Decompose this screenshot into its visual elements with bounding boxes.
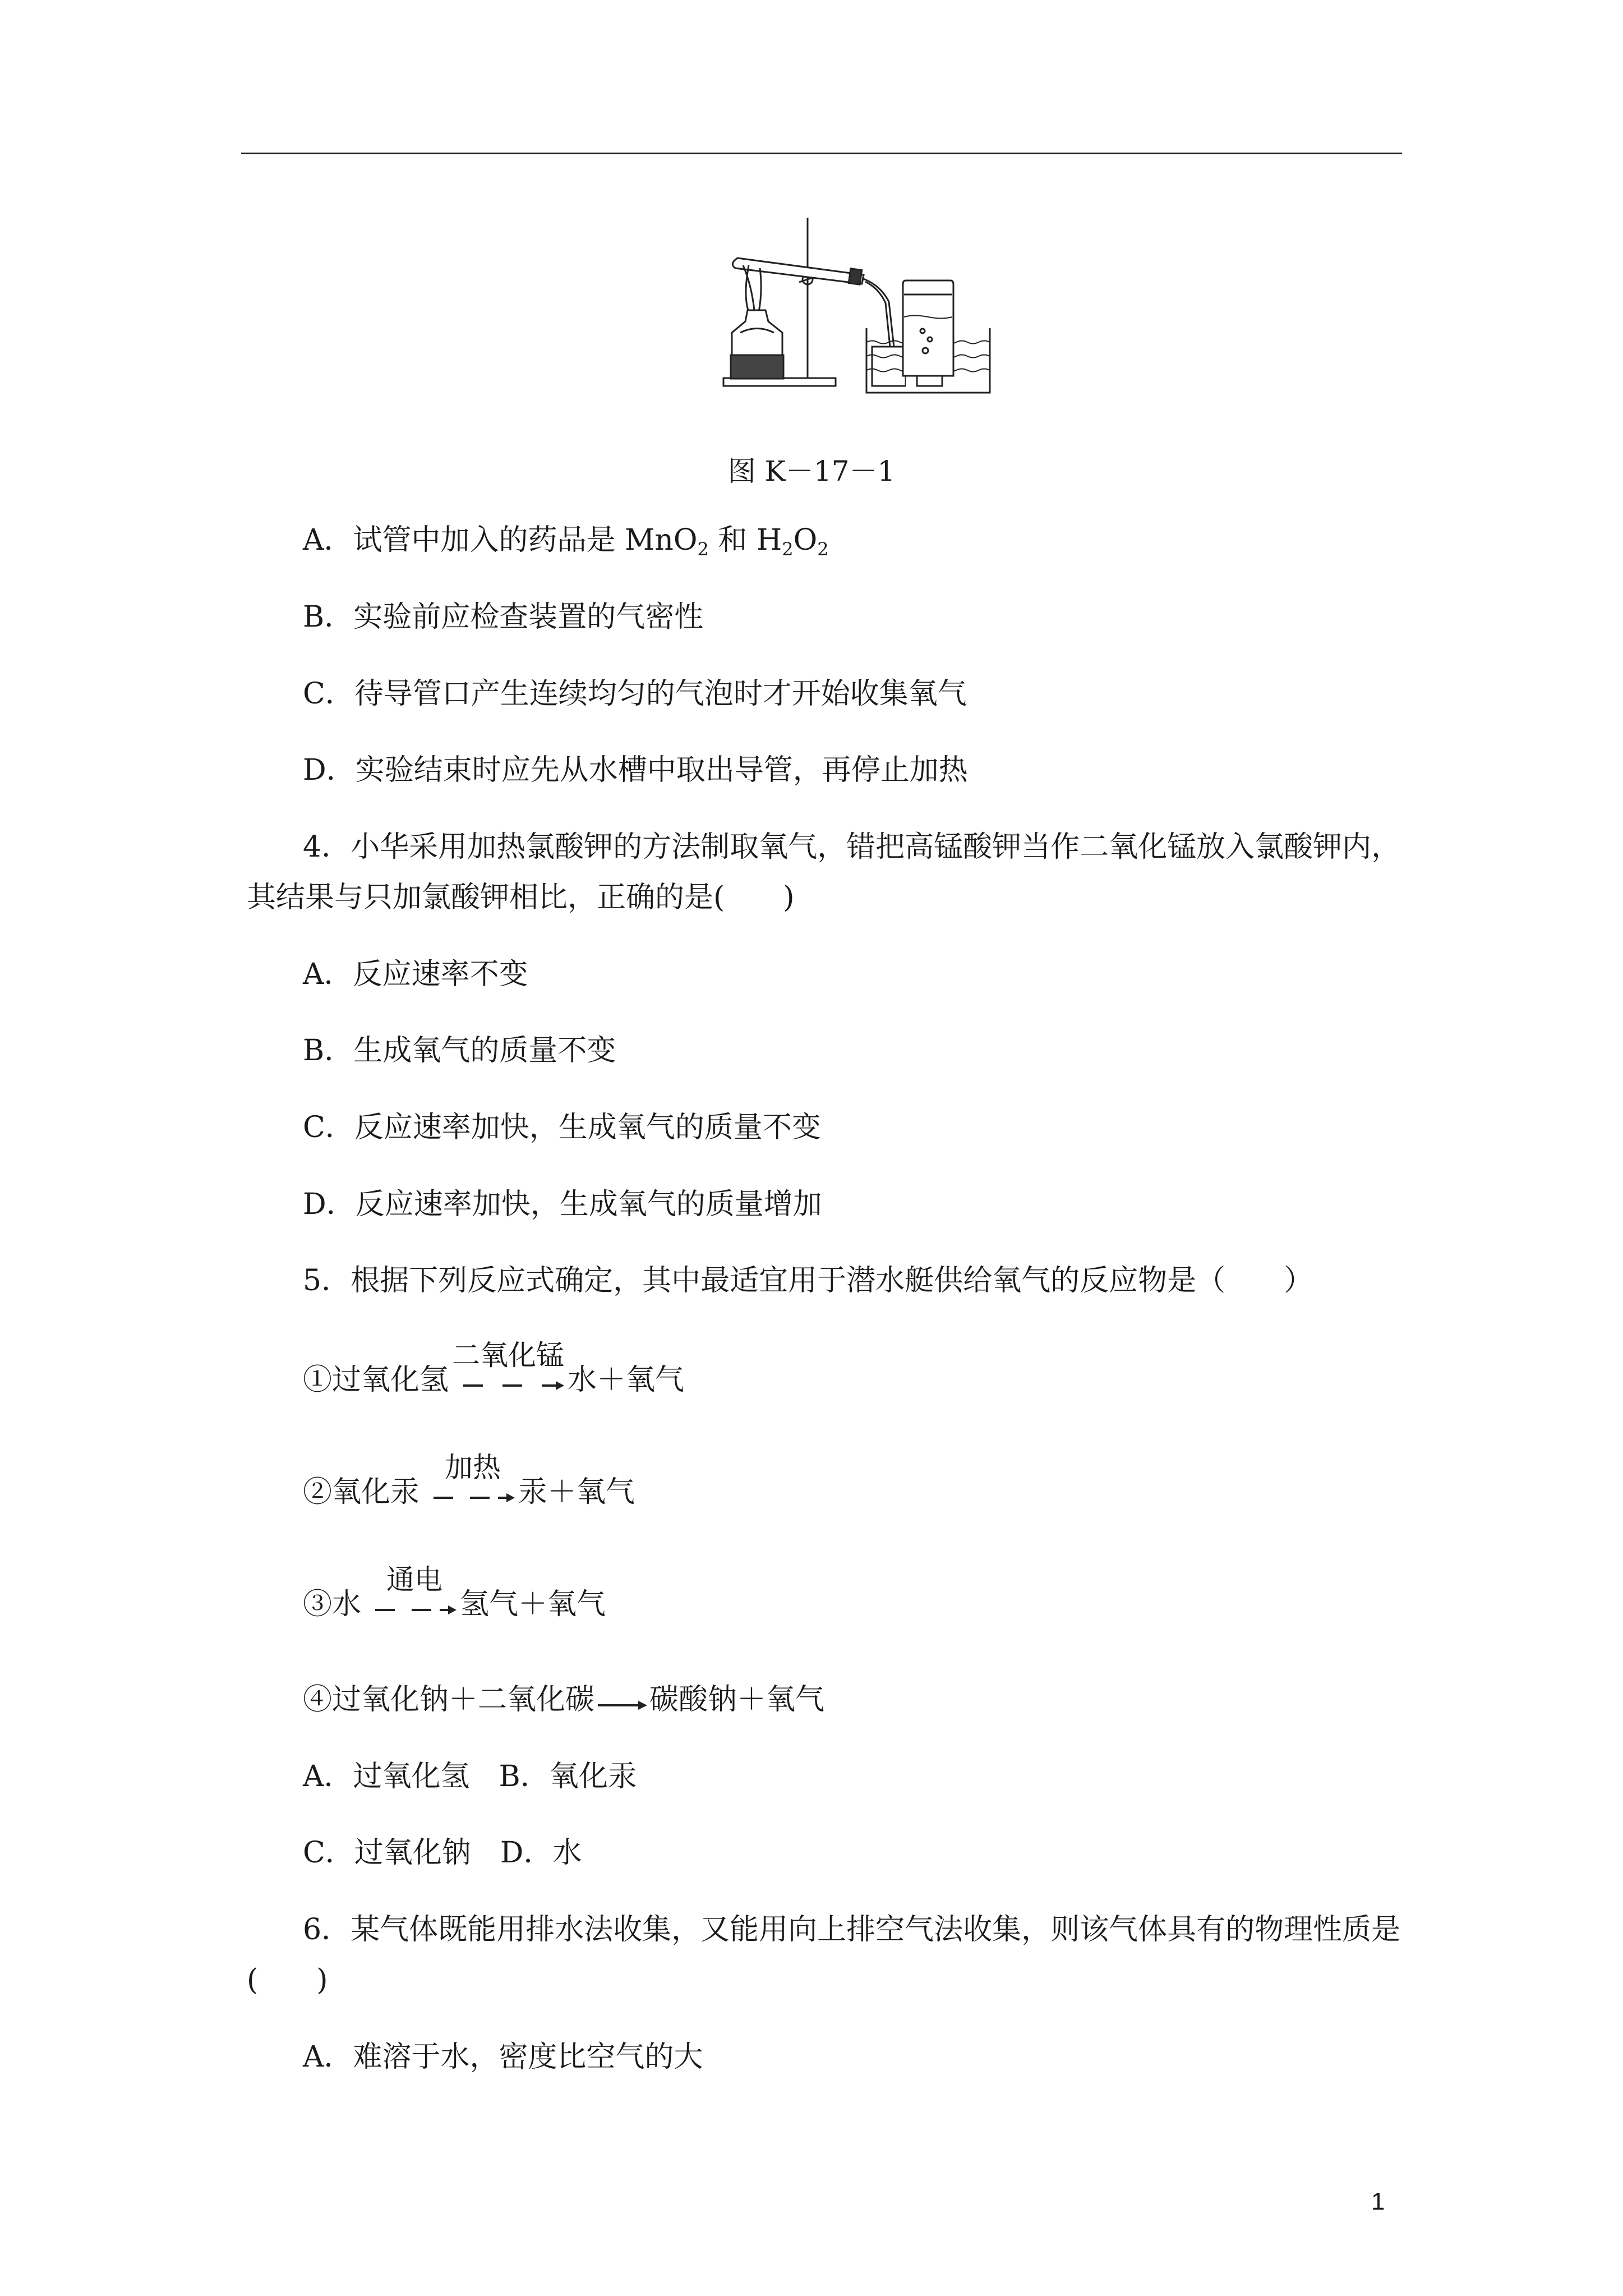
q3-option-a-text-mid: 和 H	[708, 523, 782, 557]
q3-option-d: D．实验结束时应先从水槽中取出导管，再停止加热	[303, 753, 968, 787]
subscript: 2	[817, 539, 829, 560]
q5-options-row2: C．过氧化钠 D．水	[303, 1836, 582, 1870]
subscript: 2	[697, 539, 709, 560]
reaction-arrow	[597, 1691, 647, 1719]
q4-option-b: B．生成氧气的质量不变	[303, 1034, 616, 1068]
q5-reaction-2	[303, 1451, 635, 1512]
q5-reaction-4	[303, 1680, 824, 1719]
reaction-condition: 二氧化锰	[452, 1339, 565, 1372]
q4-stem-line2: 其结果与只加氯酸钾相比，正确的是( )	[247, 881, 795, 914]
q6-stem-line2: ( )	[247, 1963, 328, 1997]
q4-option-c: C．反应速率加快，生成氧气的质量不变	[303, 1111, 821, 1144]
reaction-reactant: ①过氧化氢	[303, 1363, 449, 1397]
water-trough-figure	[864, 278, 993, 398]
q3-option-b: B．实验前应检查装置的气密性	[303, 600, 704, 634]
figure-caption: 图 K－17－1	[727, 455, 896, 487]
q6-stem-line1: 6．某气体既能用排水法收集，又能用向上排空气法收集，则该气体具有的物理性质是	[303, 1913, 1401, 1947]
q3-option-a-text: A．试管中加入的药品是 MnO	[303, 523, 698, 557]
reaction-arrow	[431, 1451, 515, 1512]
reaction-condition: 通电	[386, 1563, 443, 1596]
q4-option-d: D．反应速率加快，生成氧气的质量增加	[303, 1188, 822, 1221]
reaction-product: 水＋氧气	[568, 1363, 685, 1397]
reaction-arrow	[372, 1563, 457, 1624]
q5-stem: 5．根据下列反应式确定，其中最适宜用于潜水艇供给氧气的反应物是（ ）	[303, 1264, 1313, 1297]
q4-stem-line1: 4．小华采用加热氯酸钾的方法制取氧气，错把高锰酸钾当作二氧化锰放入氯酸钾内，	[303, 830, 1401, 864]
q3-option-a	[303, 521, 829, 569]
q3-option-a-text-o: O	[793, 523, 818, 557]
q5-reaction-1	[303, 1339, 685, 1400]
reaction-reactant: ②氧化汞	[303, 1475, 420, 1509]
reaction-product: 汞＋氧气	[518, 1475, 635, 1509]
header-rule	[241, 153, 1402, 154]
q6-option-a: A．难溶于水，密度比空气的大	[303, 2040, 703, 2074]
reaction-product: 氢气＋氧气	[460, 1588, 606, 1621]
q3-option-c: C．待导管口产生连续均匀的气泡时才开始收集氧气	[303, 677, 967, 711]
reaction-reactant: ③水	[303, 1588, 362, 1621]
q4-option-a: A．反应速率不变	[303, 958, 528, 991]
reaction-condition: 加热	[445, 1451, 501, 1484]
reaction-reactant: ④过氧化钠＋二氧化碳	[303, 1683, 595, 1717]
q5-options-row1: A．过氧化氢 B．氧化汞	[303, 1760, 637, 1793]
page-number: 1	[1371, 2188, 1385, 2215]
reaction-product: 碳酸钠＋氧气	[649, 1683, 825, 1717]
reaction-arrow	[452, 1339, 565, 1400]
q5-reaction-3	[303, 1563, 606, 1624]
subscript: 2	[782, 539, 794, 560]
